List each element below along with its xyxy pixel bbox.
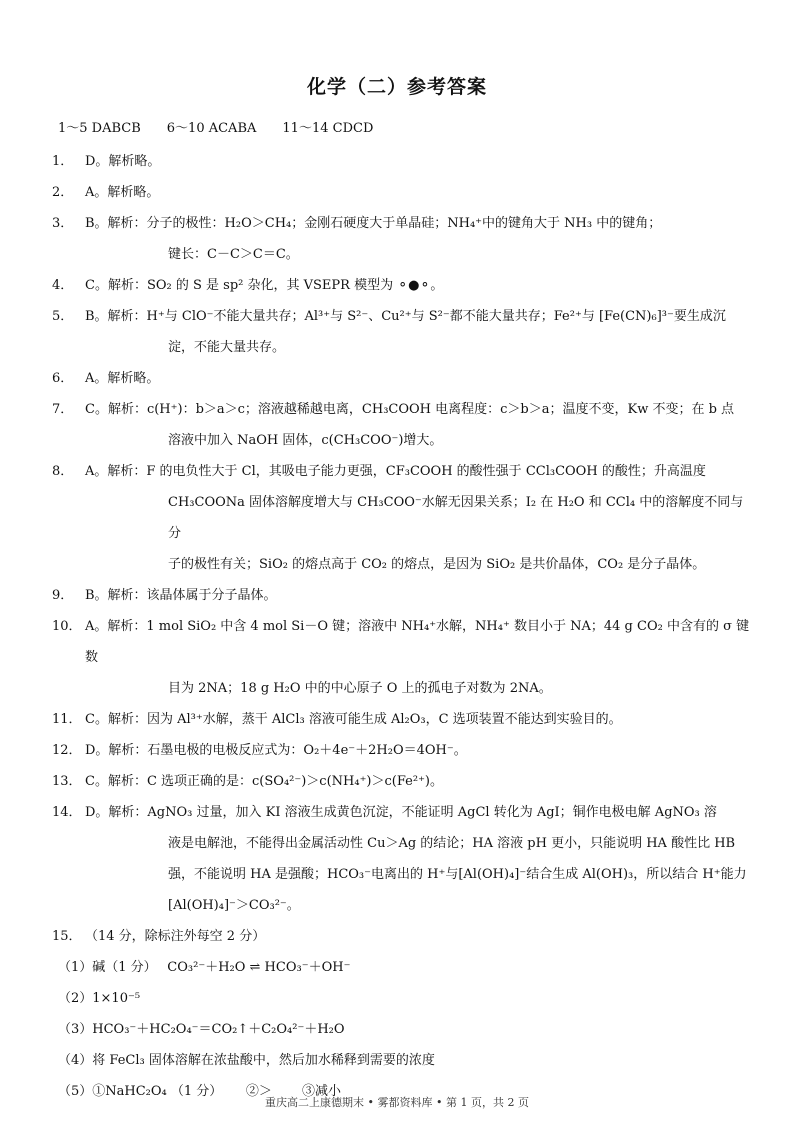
answer-15-part-4: （4）将 FeCl₃ 固体溶解在浓盐酸中，然后加水稀释到需要的浓度 [58, 1053, 435, 1068]
answer-4: 4． C。解析：SO₂ 的 S 是 sp² 杂化，其 VSEPR 模型为 ⚬●⚬。 [52, 278, 444, 293]
answer-summary [58, 117, 373, 136]
answer-15-part-2: （2）1×10⁻⁵ [58, 991, 141, 1006]
answer-5: 5． B。解析：H⁺与 ClO⁻不能大量共存；Al³⁺与 S²⁻、Cu²⁺与 S²⁻都不能大量共存；Fe²⁺与 [Fe(CN)₆]³⁻要生成沉 淀，不能大量共存。 [52, 309, 726, 355]
answer-15-part-1: （1）碱（1 分） CO₃²⁻＋H₂O ⇌ HCO₃⁻＋OH⁻ [58, 960, 351, 975]
summary-11-14: 11～14 CDCD [282, 121, 374, 136]
summary-6-10: 6～10 ACABA [166, 121, 257, 136]
answer-15: 15． （14 分，除标注外每空 2 分） [52, 929, 266, 944]
page-footer: 重庆高二上康德期末 • 雾都资料库 • 第 1 页，共 2 页 [265, 1096, 529, 1109]
answer-12: 12． D。解析：石墨电极的电极反应式为：O₂＋4e⁻＋2H₂O＝4OH⁻。 [52, 743, 467, 758]
answer-6: 6． A。解析略。 [52, 371, 160, 386]
answer-list [52, 146, 752, 1107]
answer-11: 11． C。解析：因为 Al³⁺水解，蒸干 AlCl₃ 溶液可能生成 Al₂O₃，C 选项装置不能达到实验目的。 [52, 712, 622, 727]
answer-2: 2． A。解析略。 [52, 185, 160, 200]
answer-14: 14． D。解析：AgNO₃ 过量，加入 KI 溶液生成黄色沉淀，不能证明 AgCl 转化为 AgI；铜作电极电解 AgNO₃ 溶 液是电解池，不能得出金属活动性 Cu＞Ag 的结论；HA 溶液 pH 更小，只能说明 HA 酸性比 HB 强，不能说明 HA 是强酸；HCO₃⁻电离出的 H⁺与[Al(OH)₄]⁻结合生成 Al(OH)₃，所以结合 H⁺能力 [Al(OH)₄]⁻＞CO₃²⁻。 [52, 805, 747, 913]
answer-10: 10． A。解析：1 mol SiO₂ 中含 4 mol Si－O 键；溶液中 NH₄⁺水解，NH₄⁺ 数目小于 NA；44 g CO₂ 中含有的 σ 键数 目为 2NA；18 g H₂O 中的中心原子 O 上的孤电子对数为 2NA。 [52, 619, 750, 696]
answer-1: 1． D。解析略。 [52, 154, 161, 169]
answer-9: 9． B。解析：该晶体属于分子晶体。 [52, 588, 277, 603]
answer-13: 13． C。解析：C 选项正确的是：c(SO₄²⁻)＞c(NH₄⁺)＞c(Fe²⁺)。 [52, 774, 444, 789]
answer-8: 8． A。解析：F 的电负性大于 Cl，其吸电子能力更强，CF₃COOH 的酸性强于 CCl₃COOH 的酸性；升高温度 CH₃COONa 固体溶解度增大与 CH₃COO⁻水解无因果关系；I₂ 在 H₂O 和 CCl₄ 中的溶解度不同与分 子的极性有关；SiO₂ 的熔点高于 CO₂ 的熔点，是因为 SiO₂ 是共价晶体，CO₂ 是分子晶体。 [52, 464, 744, 572]
summary-1-5: 1～5 DABCB [58, 121, 141, 136]
answer-15-part-3: （3）HCO₃⁻＋HC₂O₄⁻＝CO₂↑＋C₂O₄²⁻＋H₂O [58, 1022, 345, 1037]
answer-3: 3． B。解析：分子的极性：H₂O＞CH₄；金刚石硬度大于单晶硅；NH₄⁺中的键角大于 NH₃ 中的键角； 键长：C－C＞C＝C。 [52, 216, 662, 262]
answer-7: 7． C。解析：c(H⁺)：b＞a＞c；溶液越稀越电离，CH₃COOH 电离程度：c＞b＞a；温度不变，Kw 不变；在 b 点 溶液中加入 NaOH 固体，c(CH₃COO⁻)增大。 [52, 402, 735, 448]
answer-15-part-5: （5）①NaHC₂O₄ （1 分） ②＞ ③减小 [58, 1084, 342, 1099]
page-title: 化学（二）参考答案 [306, 76, 487, 98]
